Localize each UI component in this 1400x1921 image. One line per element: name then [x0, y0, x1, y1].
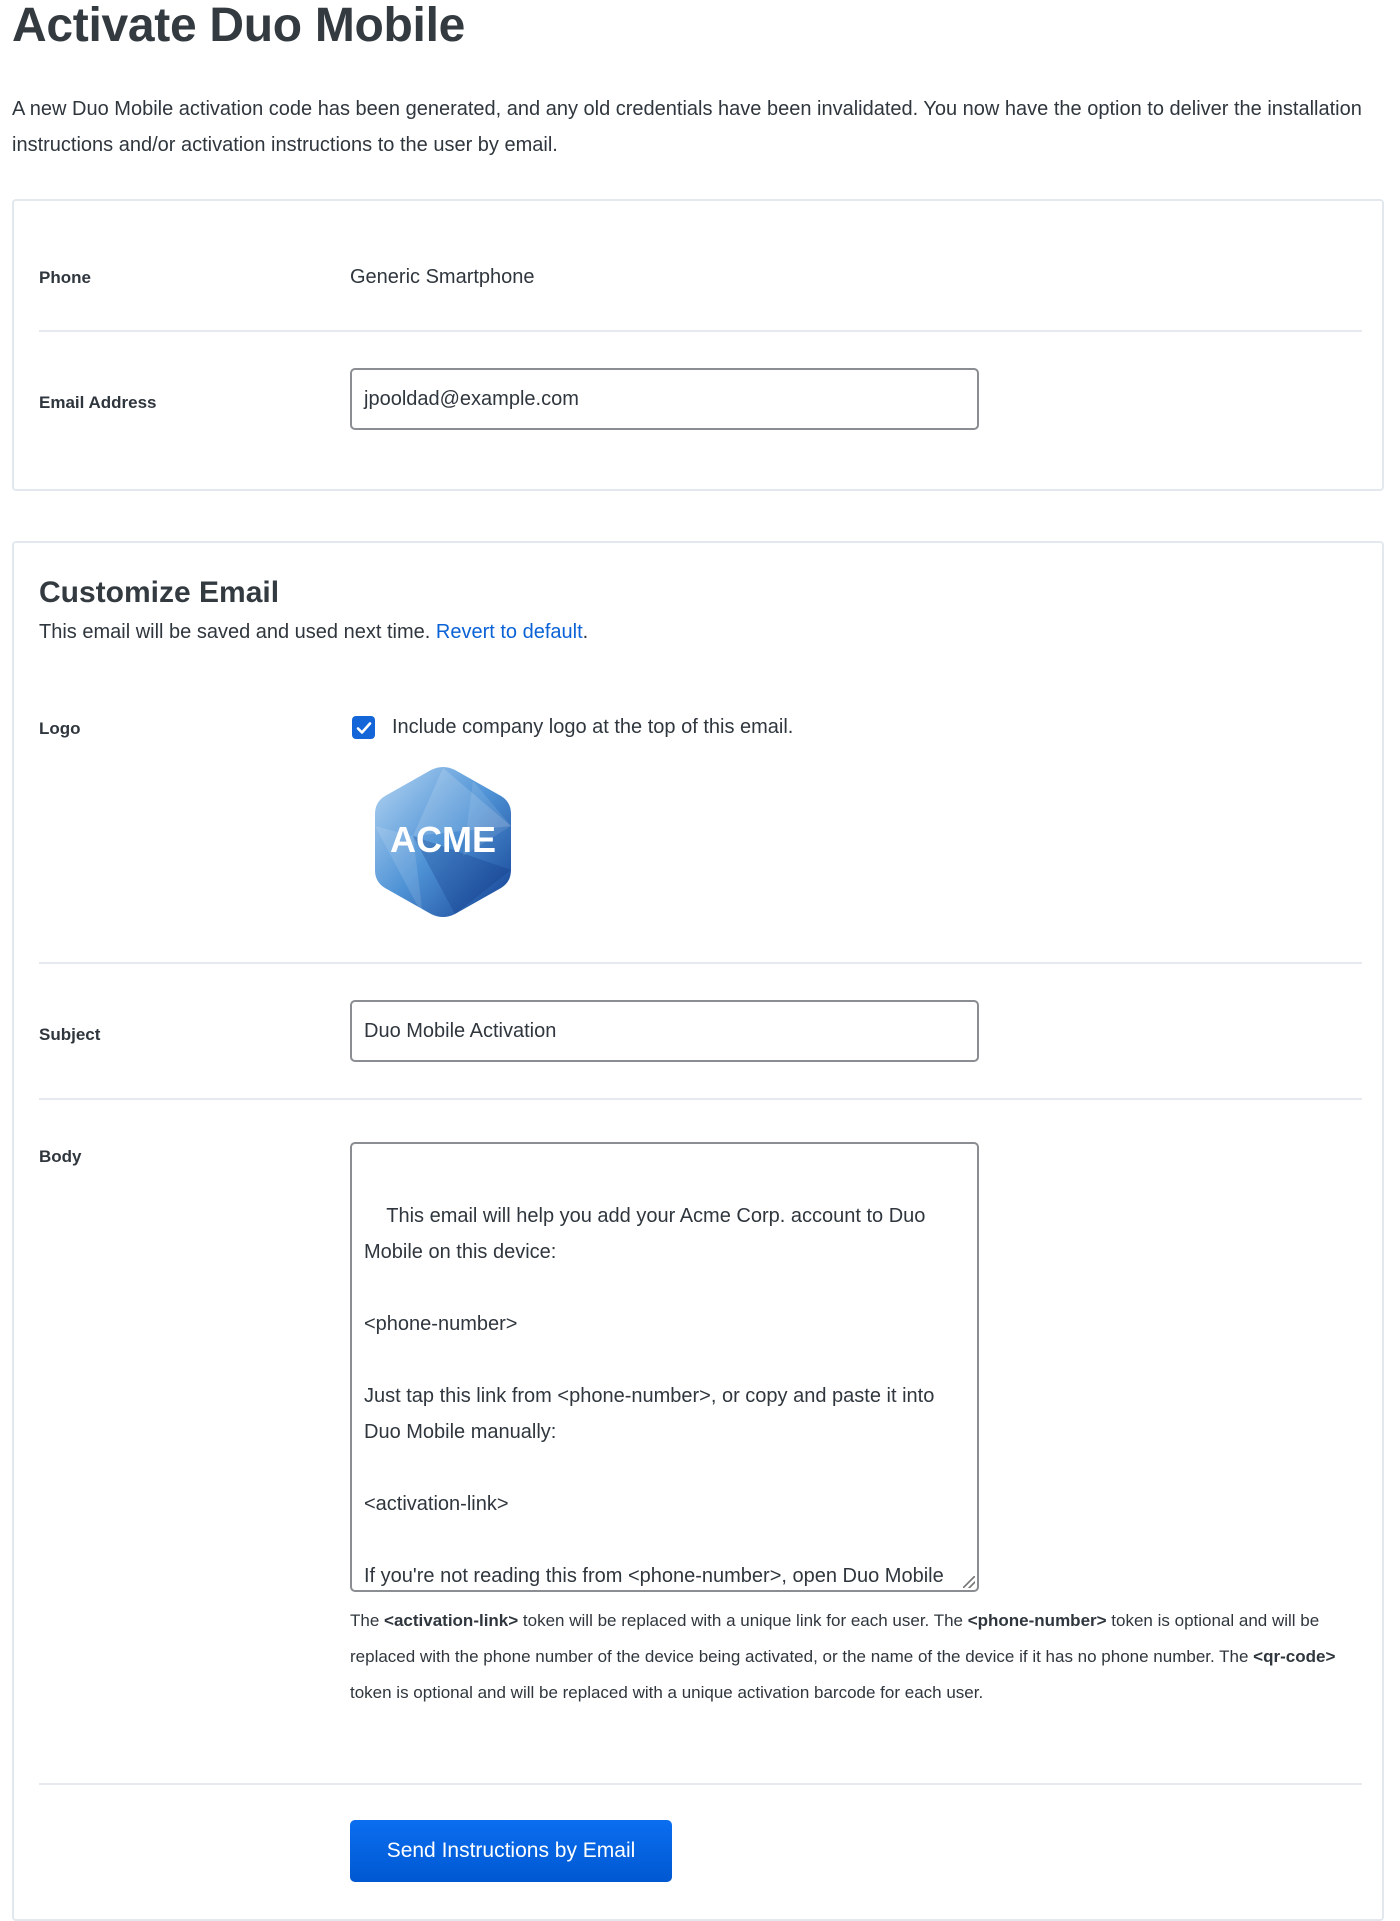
body-textarea[interactable] [350, 1142, 979, 1592]
customize-heading: Customize Email [39, 576, 280, 609]
send-instructions-button[interactable]: Send Instructions by Email [350, 1820, 672, 1882]
include-logo-checkbox[interactable] [352, 716, 375, 739]
customize-subtitle [39, 621, 588, 644]
device-card [12, 199, 1384, 491]
help-text: token is optional and will be replaced with the phone number of the device being activated, or the name of the device if it has no phone number. The [350, 1611, 1320, 1666]
phone-number-token: <phone-number> [967, 1611, 1107, 1630]
token-help-text [350, 1603, 1370, 1711]
page-title: Activate Duo Mobile [12, 0, 466, 52]
body-label: Body [39, 1147, 82, 1166]
include-logo-label: Include company logo at the top of this email. [392, 716, 794, 738]
body-text: This email will help you add your Acme Corp. account to Duo Mobile on this device: <phone-number> Just tap this link from <phone-number>, or copy and paste it into Duo Mobile manually: <activation-link> If you're not reading this from <phone-number>, open Duo Mobile [364, 1205, 944, 1587]
help-text: token is optional and will be replaced with a unique activation barcode for each user. [350, 1683, 984, 1702]
customize-email-card [12, 541, 1384, 1921]
email-input[interactable]: jpooldad@example.com [350, 368, 979, 430]
qr-code-token: <qr-code> [1253, 1647, 1336, 1666]
help-text: The [350, 1611, 385, 1630]
activation-link-token: <activation-link> [384, 1611, 519, 1630]
logo-label: Logo [39, 719, 81, 738]
resize-grip-icon[interactable] [963, 1576, 975, 1588]
help-text: token will be replaced with a unique link for each user. The [518, 1611, 968, 1630]
phone-value: Generic Smartphone [350, 266, 535, 288]
logo-text: ACME [390, 819, 496, 860]
email-label: Email Address [39, 393, 157, 412]
divider [39, 330, 1362, 332]
period: . [582, 621, 589, 643]
divider [39, 1783, 1362, 1785]
intro-text: A new Duo Mobile activation code has been generated, and any old credentials have been invalidated. You now have the option to deliver the installation instructions and/or activation instructions to the user by email. [12, 98, 1362, 156]
divider [39, 1098, 1362, 1100]
subject-input[interactable]: Duo Mobile Activation [350, 1000, 979, 1062]
revert-to-default-link[interactable]: Revert to default [435, 621, 583, 643]
subject-label: Subject [39, 1025, 101, 1044]
checkmark-icon [356, 720, 372, 736]
company-logo [373, 766, 513, 918]
phone-label: Phone [39, 268, 91, 287]
divider [39, 962, 1362, 964]
subtitle-text: This email will be saved and used next time. [39, 621, 431, 643]
